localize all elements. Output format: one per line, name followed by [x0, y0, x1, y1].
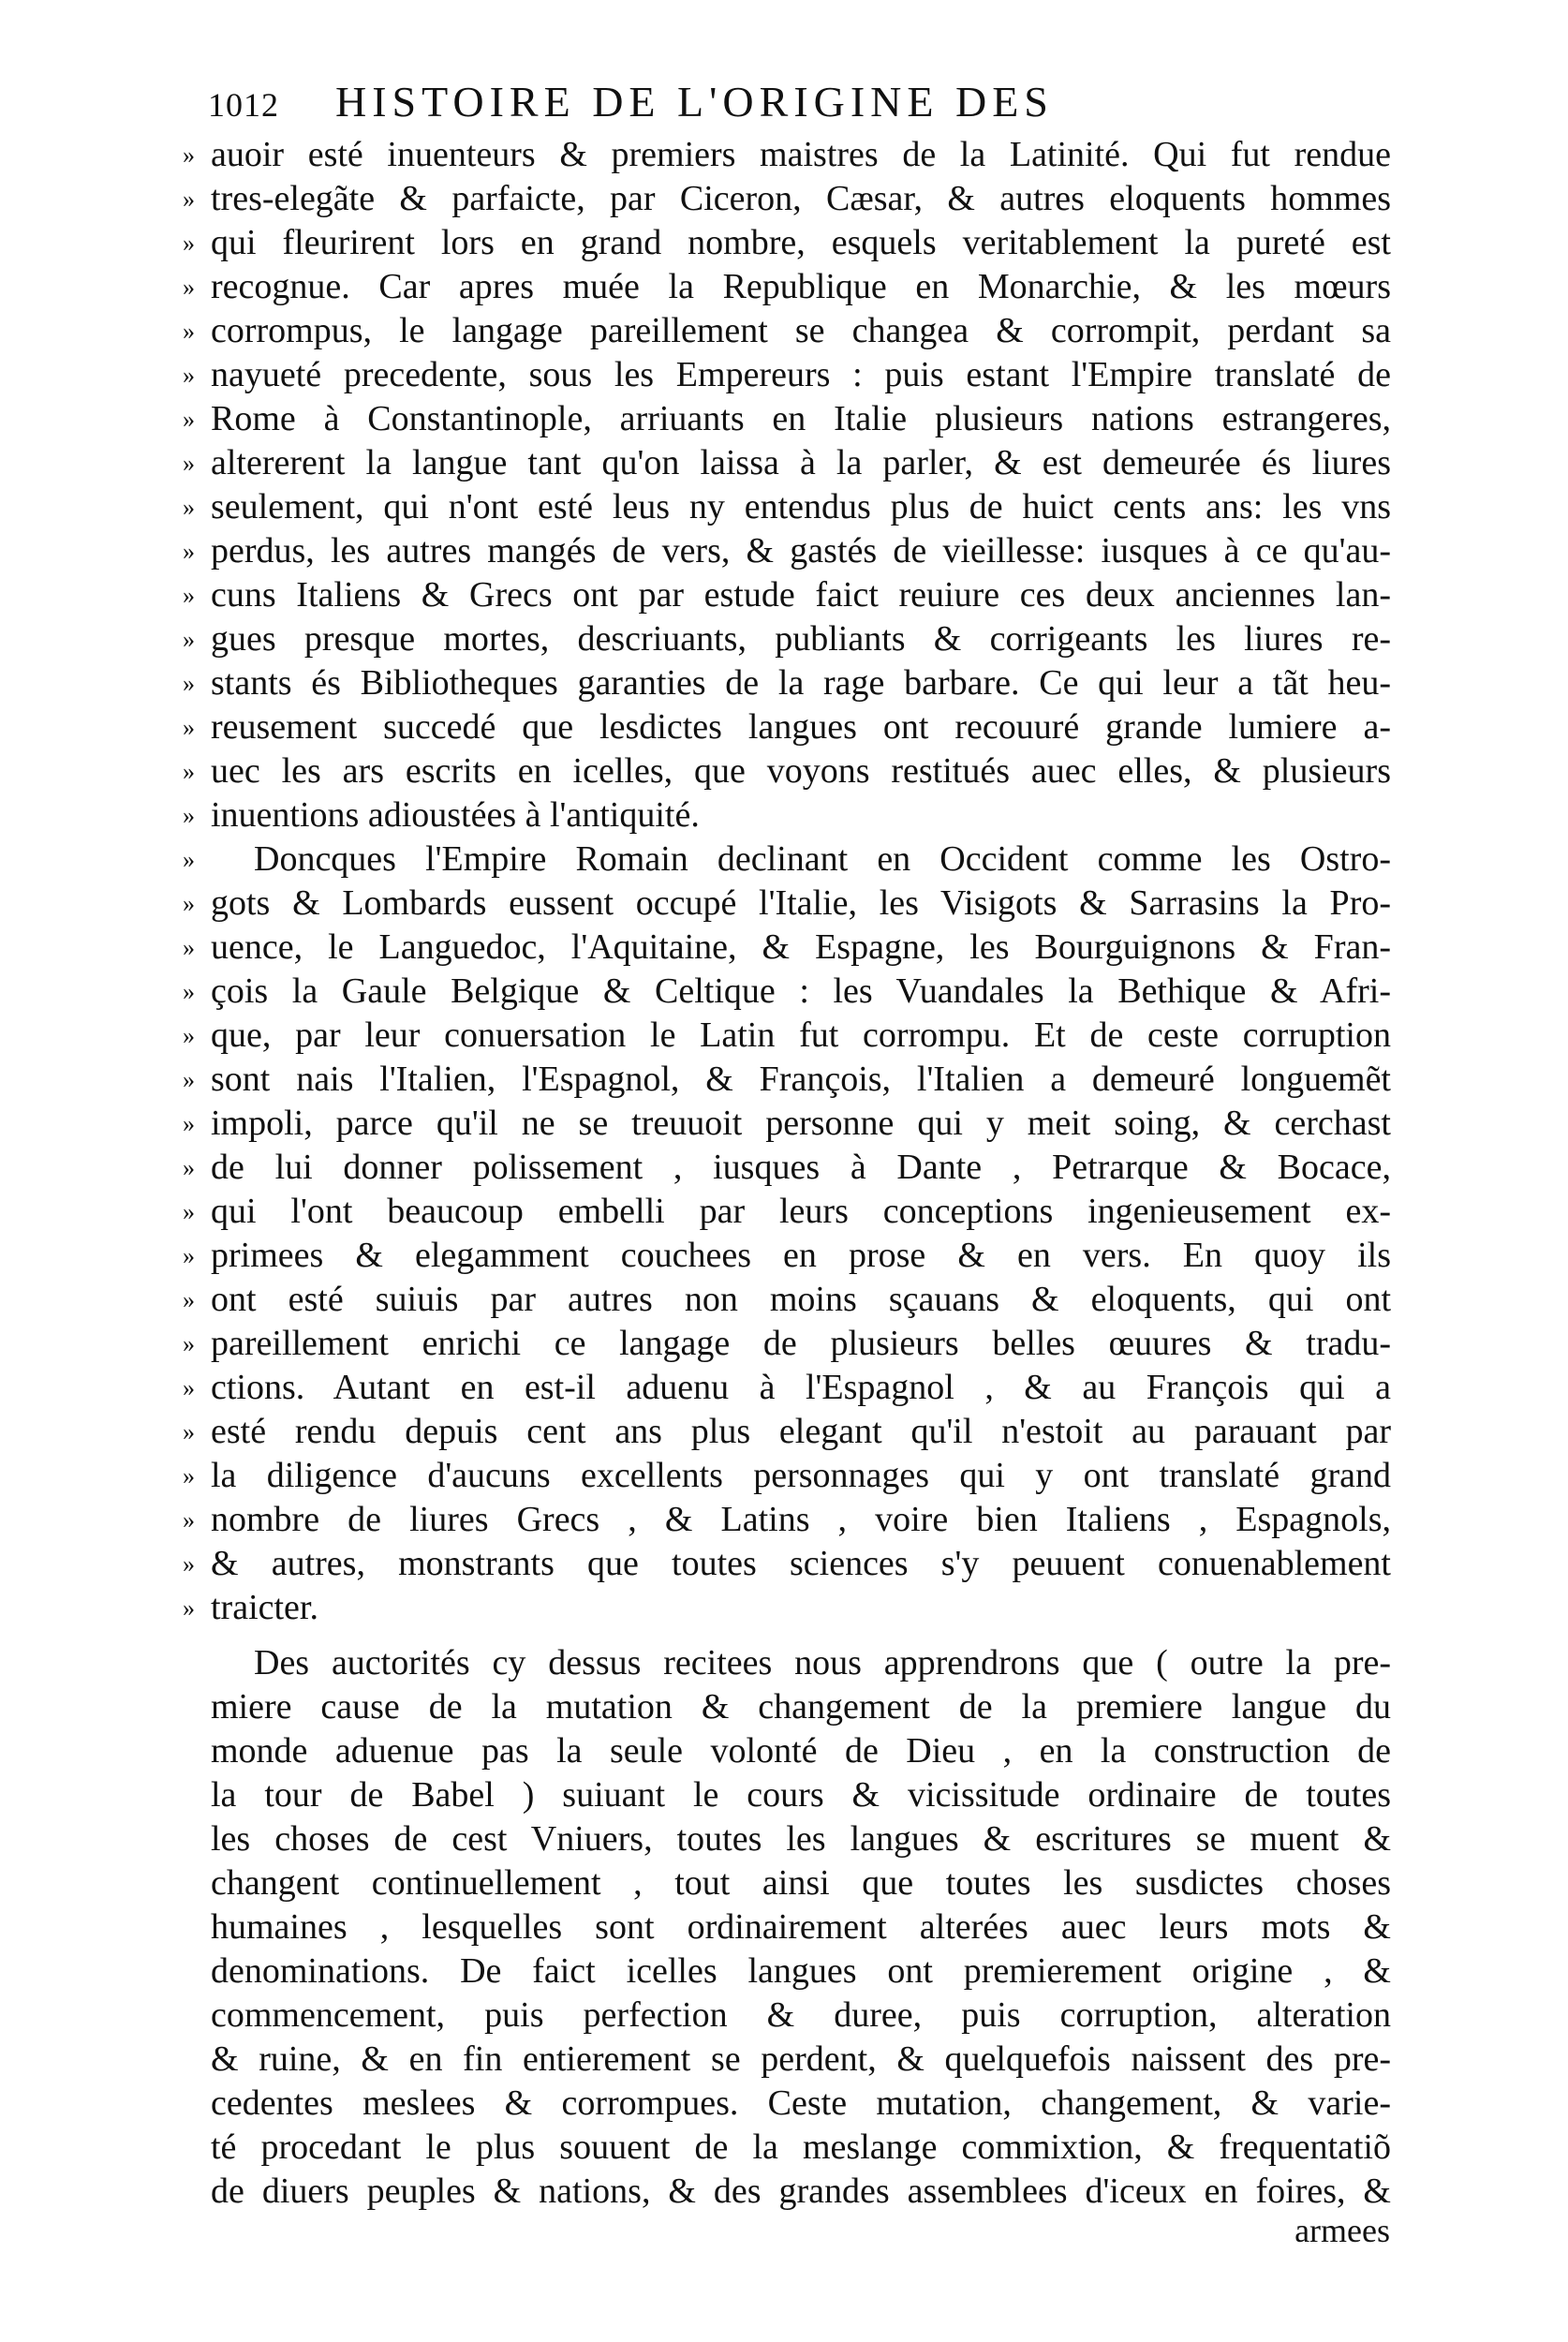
paragraph-line: cedentes meslees & corrompues. Ceste mutation, changement, & varie- [211, 2083, 1391, 2123]
quoted-line: » pareillement enrichi ce langage de plusieurs belles œuures & tradu- [211, 1322, 1391, 1366]
paragraph-gap [211, 1630, 1391, 1641]
text-block [211, 133, 1391, 2214]
quoted-line: » qui l'ont beaucoup embelli par leurs conceptions ingenieusement ex- [211, 1190, 1391, 1234]
paragraph-line: les choses de cest Vniuers, toutes les langues & escritures se muent & [211, 1819, 1391, 1859]
quoted-line: » nombre de liures Grecs , & Latins , voire bien Italiens , Espagnols, [211, 1498, 1391, 1542]
quoted-line: » qui fleurirent lors en grand nombre, esquels veritablement la pureté est [211, 221, 1391, 265]
quoted-line: » tres-elegãte & parfaicte, par Ciceron, Cæsar, & autres eloquents hommes [211, 177, 1391, 221]
quoted-line: » cuns Italiens & Grecs ont par estude faict reuiure ces deux anciennes lan- [211, 573, 1391, 617]
paragraph-line: changent continuellement , tout ainsi que toutes les susdictes choses [211, 1863, 1391, 1903]
quoted-line: » que, par leur conuersation le Latin fut corrompu. Et de ceste corruption [211, 1014, 1391, 1058]
quoted-line: » gues presque mortes, descriuants, publiants & corrigeants les liures re- [211, 617, 1391, 661]
paragraph-line: monde aduenue pas la seule volonté de Dieu , en la construction de [211, 1731, 1391, 1771]
quoted-line: » traicter. [211, 1586, 1391, 1630]
quoted-line: » auoir esté inuenteurs & premiers maistres de la Latinité. Qui fut rendue [211, 133, 1391, 177]
paragraph-line: denominations. De faict icelles langues ont premierement origine , & [211, 1951, 1391, 1991]
quoted-line: » sont nais l'Italien, l'Espagnol, & François, l'Italien a demeuré longuemẽt [211, 1058, 1391, 1102]
quoted-line: » nayueté precedente, sous les Empereurs : puis estant l'Empire translaté de [211, 353, 1391, 397]
paragraph-line: té procedant le plus souuent de la meslange commixtion, & frequentatiõ [211, 2127, 1391, 2167]
page-header [208, 77, 1054, 133]
quoted-line: » impoli, parce qu'il ne se treuuoit personne qui y meit soing, & cerchast [211, 1102, 1391, 1146]
quoted-line: » perdus, les autres mangés de vers, & gastés de vieillesse: iusques à ce qu'au- [211, 529, 1391, 573]
page-number: 1012 [208, 86, 279, 124]
quoted-line: » uec les ars escrits en icelles, que voyons restitués auec elles, & plusieurs [211, 749, 1391, 793]
quoted-line: » ont esté suiuis par autres non moins sçauans & eloquents, qui ont [211, 1278, 1391, 1322]
quoted-line: » corrompus, le langage pareillement se changea & corrompit, perdant sa [211, 309, 1391, 353]
quoted-line: » altererent la langue tant qu'on laissa à la parler, & est demeurée és liures [211, 441, 1391, 485]
quoted-line: » seulement, qui n'ont esté leus ny entendus plus de huict cents ans: les vns [211, 485, 1391, 529]
paragraph-line: de diuers peuples & nations, & des grandes assemblees d'iceux en foires, & [211, 2172, 1391, 2211]
quoted-line: » çois la Gaule Belgique & Celtique : les Vuandales la Bethique & Afri- [211, 970, 1391, 1014]
quoted-line: » ctions. Autant en est-il aduenu à l'Espagnol , & au François qui a [211, 1366, 1391, 1410]
quoted-passage [211, 133, 1391, 1630]
paragraph-line: commencement, puis perfection & duree, puis corruption, alteration [211, 1995, 1391, 2035]
quoted-line: » recognue. Car apres muée la Republique en Monarchie, & les mœurs [211, 265, 1391, 309]
quoted-line: » de lui donner polissement , iusques à Dante , Petrarque & Bocace, [211, 1146, 1391, 1190]
paragraph-line: & ruine, & en fin entierement se perdent, & quelquefois naissent des pre- [211, 2039, 1391, 2079]
quoted-line: » primees & elegamment couchees en prose & en vers. En quoy ils [211, 1234, 1391, 1278]
quoted-line: » Rome à Constantinople, arriuants en Italie plusieurs nations estrangeres, [211, 397, 1391, 441]
catchword: armees [1294, 2212, 1390, 2249]
paragraph-line: miere cause de la mutation & changement de la premiere langue du [211, 1687, 1391, 1727]
quoted-line: » uence, le Languedoc, l'Aquitaine, & Espagne, les Bourguignons & Fran- [211, 926, 1391, 970]
quoted-line: » gots & Lombards eussent occupé l'Italie, les Visigots & Sarrasins la Pro- [211, 882, 1391, 926]
quoted-line: » Doncques l'Empire Romain declinant en Occident comme les Ostro- [211, 837, 1391, 882]
paragraph-line: Des auctorités cy dessus recitees nous apprendrons que ( outre la pre- [254, 1643, 1391, 1682]
paragraph-line: la tour de Babel ) suiuant le cours & vicissitude ordinaire de toutes [211, 1775, 1391, 1815]
quoted-line: » reusement succedé que lesdictes langues ont recouuré grande lumiere a- [211, 705, 1391, 749]
running-title: HISTOIRE DE L'ORIGINE DES [335, 78, 1054, 126]
quoted-line: » stants és Bibliotheques garanties de la rage barbare. Ce qui leur a tãt heu- [211, 661, 1391, 705]
quoted-line: » inuentions adioustées à l'antiquité. [211, 793, 1391, 837]
quoted-line: » esté rendu depuis cent ans plus elegant qu'il n'estoit au parauant par [211, 1410, 1391, 1454]
quoted-line: » & autres, monstrants que toutes sciences s'y peuuent conuenablement [211, 1542, 1391, 1586]
quoted-line: » la diligence d'aucuns excellents personnages qui y ont translaté grand [211, 1454, 1391, 1498]
body-paragraph [211, 1641, 1391, 2214]
paragraph-line: humaines , lesquelles sont ordinairement alterées auec leurs mots & [211, 1907, 1391, 1947]
